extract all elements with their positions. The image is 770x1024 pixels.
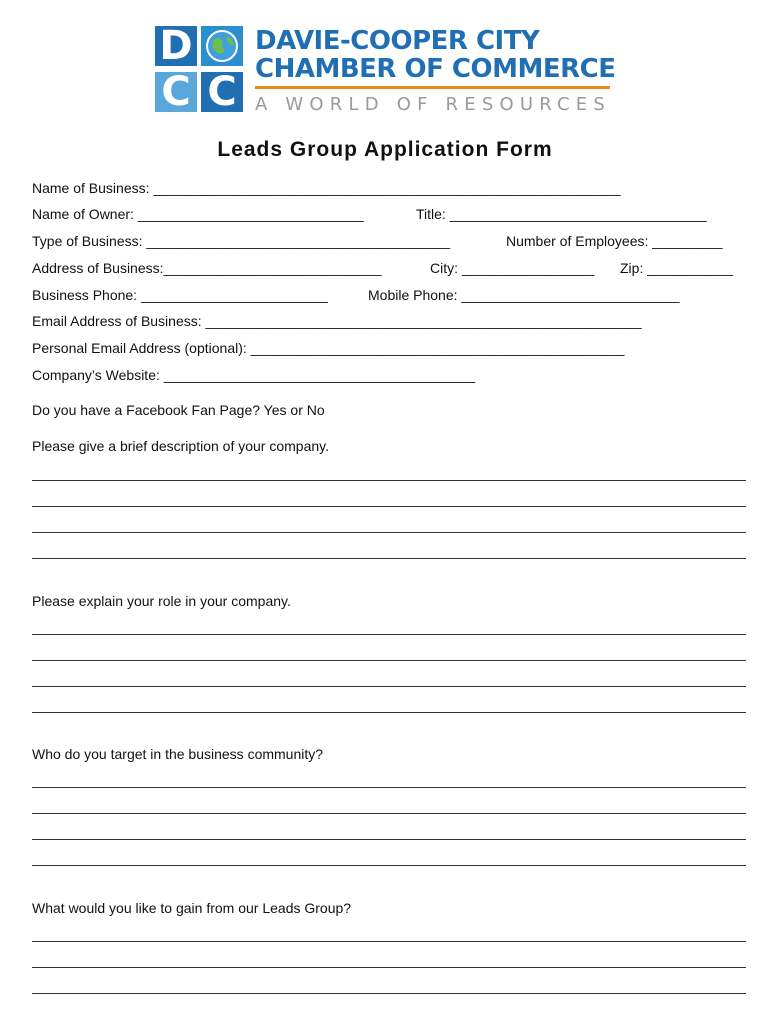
description-answer-line[interactable] [32, 480, 746, 481]
logo-city-name: DAVIE-COOPER CITY [255, 26, 540, 56]
business-phone-field[interactable]: Business Phone: ________________________ [32, 287, 328, 303]
business-name-field[interactable]: Name of Business: ____________________________________________________________ [32, 180, 621, 196]
employees-field[interactable]: Number of Employees: _________ [506, 233, 723, 249]
gain-answer-line[interactable] [32, 967, 746, 968]
logo-divider [255, 86, 610, 89]
gain-question: What would you like to gain from our Leads Group? [32, 900, 352, 916]
globe-icon [201, 26, 243, 66]
business-email-field[interactable]: Email Address of Business: ________________________________________________________ [32, 313, 642, 329]
logo-letter-blocks [155, 23, 247, 115]
zip-field[interactable]: Zip: ___________ [620, 260, 733, 276]
city-field[interactable]: City: _________________ [430, 260, 595, 276]
description-answer-line[interactable] [32, 506, 746, 507]
description-answer-line[interactable] [32, 558, 746, 559]
chamber-logo [155, 23, 616, 118]
role-answer-line[interactable] [32, 686, 746, 687]
description-answer-line[interactable] [32, 532, 746, 533]
form-title: Leads Group Application Form [217, 138, 553, 161]
target-question: Who do you target in the business community? [32, 746, 324, 762]
logo-chamber-name: CHAMBER OF COMMERCE [255, 54, 616, 84]
target-answer-line[interactable] [32, 839, 746, 840]
personal-email-field[interactable]: Personal Email Address (optional): ________________________________________________ [32, 340, 625, 356]
role-answer-line[interactable] [32, 712, 746, 713]
logo-tagline: A WORLD OF RESOURCES [255, 94, 611, 115]
website-field[interactable]: Company’s Website: ________________________________________ [32, 367, 476, 383]
role-answer-line[interactable] [32, 660, 746, 661]
target-answer-line[interactable] [32, 813, 746, 814]
business-type-field[interactable]: Type of Business: _______________________________________ [32, 233, 451, 249]
target-answer-line[interactable] [32, 787, 746, 788]
logo-letter-c-right: C [201, 72, 243, 112]
gain-answer-line[interactable] [32, 993, 746, 994]
target-answer-line[interactable] [32, 865, 746, 866]
role-answer-line[interactable] [32, 634, 746, 635]
mobile-phone-field[interactable]: Mobile Phone: ____________________________ [368, 287, 680, 303]
role-question: Please explain your role in your company. [32, 593, 291, 609]
logo-letter-d: D [155, 26, 197, 66]
gain-answer-line[interactable] [32, 941, 746, 942]
address-field[interactable]: Address of Business:____________________________ [32, 260, 382, 276]
description-question: Please give a brief description of your company. [32, 438, 330, 454]
facebook-question: Do you have a Facebook Fan Page? Yes or No [32, 402, 325, 418]
owner-name-field[interactable]: Name of Owner: _____________________________ [32, 206, 364, 222]
logo-letter-c-left: C [155, 72, 197, 112]
owner-title-field[interactable]: Title: _________________________________ [416, 206, 707, 222]
